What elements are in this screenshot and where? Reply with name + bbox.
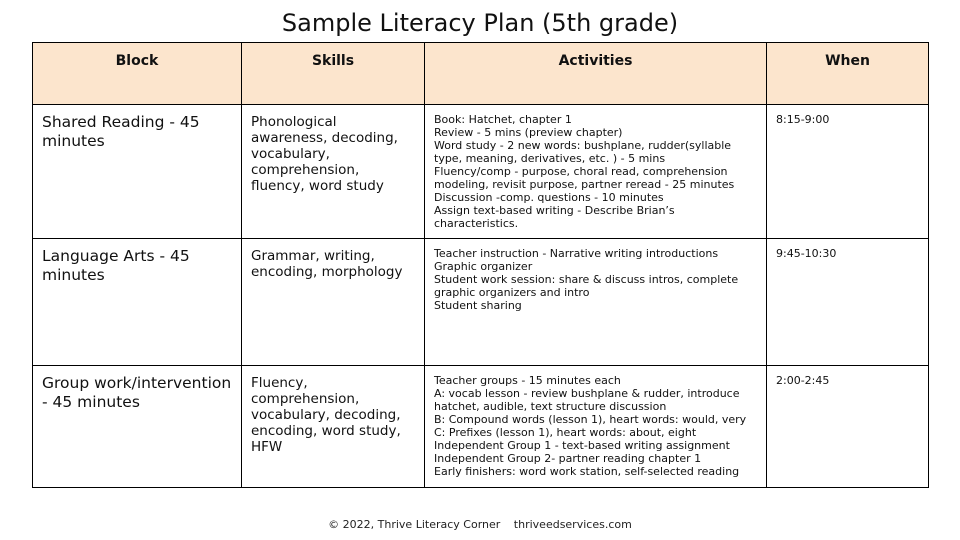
skills-cell: Grammar, writing, encoding, morphology (242, 239, 425, 366)
activity-line: Fluency/comp - purpose, choral read, comprehension modeling, revisit purpose, partner reread - 25 minutes (434, 165, 735, 191)
footer (0, 518, 960, 531)
table-row (33, 239, 929, 366)
block-cell: Shared Reading - 45 minutes (33, 105, 242, 239)
activity-line: Independent Group 2- partner reading chapter 1 (434, 452, 702, 465)
header-block: Block (33, 43, 242, 105)
activities-cell (425, 366, 767, 488)
copyright-text: © 2022, Thrive Literacy Corner (328, 518, 501, 531)
header-row (33, 43, 929, 105)
activity-line: Independent Group 1 - text-based writing assignment (434, 439, 730, 452)
when-cell: 2:00-2:45 (767, 366, 929, 488)
website-text: thriveedservices.com (513, 518, 632, 531)
header-when: When (767, 43, 929, 105)
table-row (33, 366, 929, 488)
activity-line: Review - 5 mins (preview chapter) (434, 126, 623, 139)
skills-cell: Phonological awareness, decoding, vocabulary, comprehension, fluency, word study (242, 105, 425, 239)
skills-cell: Fluency, comprehension, vocabulary, decoding, encoding, word study, HFW (242, 366, 425, 488)
block-cell: Language Arts - 45 minutes (33, 239, 242, 366)
activity-line: A: vocab lesson - review bushplane & rudder, introduce hatchet, audible, text structure discussion (434, 387, 740, 413)
block-cell: Group work/intervention - 45 minutes (33, 366, 242, 488)
literacy-plan-table (32, 42, 929, 488)
activity-line: Assign text-based writing - Describe Brian’s characteristics. (434, 204, 675, 230)
when-cell: 9:45-10:30 (767, 239, 929, 366)
activity-line: Teacher groups - 15 minutes each (434, 374, 621, 387)
activities-cell (425, 105, 767, 239)
activity-line: Student work session: share & discuss intros, complete graphic organizers and intro (434, 273, 739, 299)
activity-line: B: Compound words (lesson 1), heart words: would, very (434, 413, 747, 426)
activity-line: Early finishers: word work station, self-selected reading (434, 465, 740, 478)
activity-line: Student sharing (434, 299, 522, 312)
page-title: Sample Literacy Plan (5th grade) (281, 9, 679, 37)
activities-cell (425, 239, 767, 366)
activity-line: Graphic organizer (434, 260, 533, 273)
activity-line: Book: Hatchet, chapter 1 (434, 113, 572, 126)
activity-line: Word study - 2 new words: bushplane, rudder(syllable type, meaning, derivatives, etc. ) - 5 mins (434, 139, 732, 165)
activity-line: Teacher instruction - Narrative writing introductions (434, 247, 719, 260)
when-cell: 8:15-9:00 (767, 105, 929, 239)
header-activities: Activities (425, 43, 767, 105)
header-skills: Skills (242, 43, 425, 105)
activity-line: Discussion -comp. questions - 10 minutes (434, 191, 664, 204)
activity-line: C: Prefixes (lesson 1), heart words: about, eight (434, 426, 697, 439)
table-row (33, 105, 929, 239)
